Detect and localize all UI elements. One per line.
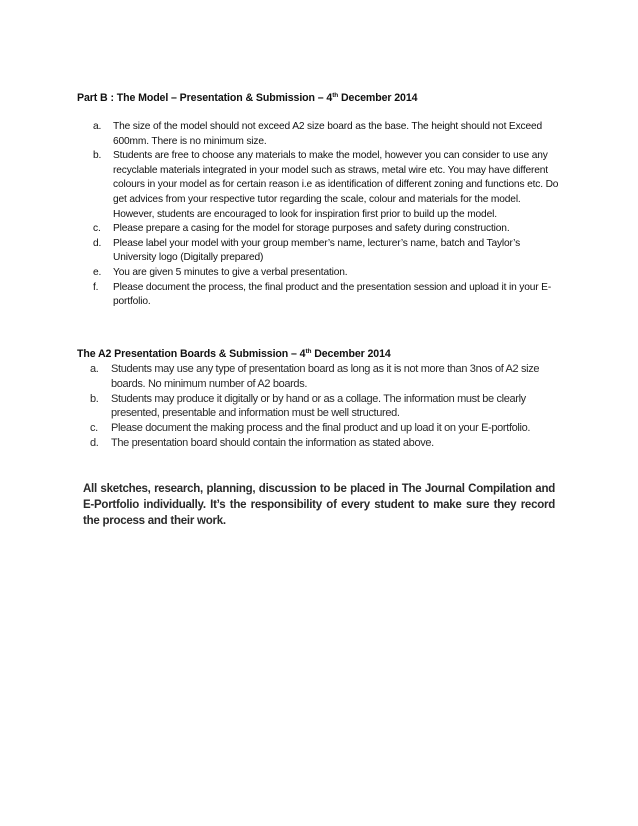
list-item-text: Students may produce it digitally or by hand or as a collage. The information must be clearly presented, presentable and information must be well structured. xyxy=(111,392,526,420)
a2-item-a xyxy=(90,362,568,392)
list-marker: e. xyxy=(93,266,102,278)
list-item-text: Students may use any type of presentation board as long as it is not more than 3nos of A2 size boards. No minimum number of A2 boards. xyxy=(111,363,540,390)
a2-boards-heading xyxy=(77,348,391,361)
part-b-heading-main: Part B : The Model – Presentation & Submission – 4 xyxy=(77,92,333,104)
list-item-text: You are given 5 minutes to give a verbal presentation. xyxy=(113,266,348,278)
list-marker: a. xyxy=(93,121,102,132)
list-marker: d. xyxy=(93,237,102,249)
a2-heading-sup: th xyxy=(305,348,312,355)
part-b-item-b xyxy=(93,149,563,222)
list-item-text: Please prepare a casing for the model for storage purposes and safety during construction. xyxy=(113,223,510,235)
closing-note: All sketches, research, planning, discussion to be placed in The Journal Compilation and E-Portfolio individually. It’s the responsibility of every student to make sure they record the process and their work. xyxy=(83,483,555,527)
a2-heading-main: The A2 Presentation Boards & Submission – 4 xyxy=(77,348,306,360)
list-marker: c. xyxy=(93,223,101,235)
list-item-text: Students are free to choose any materials to make the model, however you can consider to use any recyclable materials integrated in your model such as straws, metal wire etc. You may have different colours in your model as for certain reason i.e as identification of different zoning and functions etc. Do get advices from your respective tutor regarding the scale, colour and materials for the model. However, students are encouraged to look for inspiration first prior to build up the model. xyxy=(113,150,559,220)
part-b-item-d xyxy=(93,237,563,266)
list-marker: d. xyxy=(90,436,99,449)
part-b-heading-sup: th xyxy=(332,92,339,99)
a2-item-b xyxy=(90,392,568,422)
list-item-text: The size of the model should not exceed A2 size board as the base. The height should not Exceed 600mm. There is no minimum size. xyxy=(113,121,543,147)
list-marker: a. xyxy=(90,363,99,375)
list-item-text: The presentation board should contain the information as stated above. xyxy=(111,436,434,449)
list-marker: f. xyxy=(93,281,99,293)
list-marker: c. xyxy=(90,422,98,435)
a2-heading-tail: December 2014 xyxy=(311,348,391,360)
part-b-item-c xyxy=(93,222,563,237)
list-item-text: Please document the making process and the final product and up load it on your E-portfolio. xyxy=(111,422,531,435)
part-b-heading xyxy=(77,92,417,105)
part-b-list xyxy=(93,120,563,310)
list-marker: b. xyxy=(93,150,102,162)
a2-boards-list xyxy=(90,362,568,451)
a2-item-d xyxy=(90,436,568,451)
part-b-item-f xyxy=(93,281,563,310)
part-b-heading-tail: December 2014 xyxy=(338,92,418,104)
a2-item-c xyxy=(90,421,568,436)
list-item-text: Please document the process, the final product and the presentation session and upload it in your E-portfolio. xyxy=(113,281,552,308)
list-item-text: Please label your model with your group member’s name, lecturer’s name, batch and Taylor’s University logo (Digitally prepared) xyxy=(113,237,521,264)
part-b-item-a xyxy=(93,120,563,149)
list-marker: b. xyxy=(90,392,99,405)
part-b-item-e xyxy=(93,266,563,281)
